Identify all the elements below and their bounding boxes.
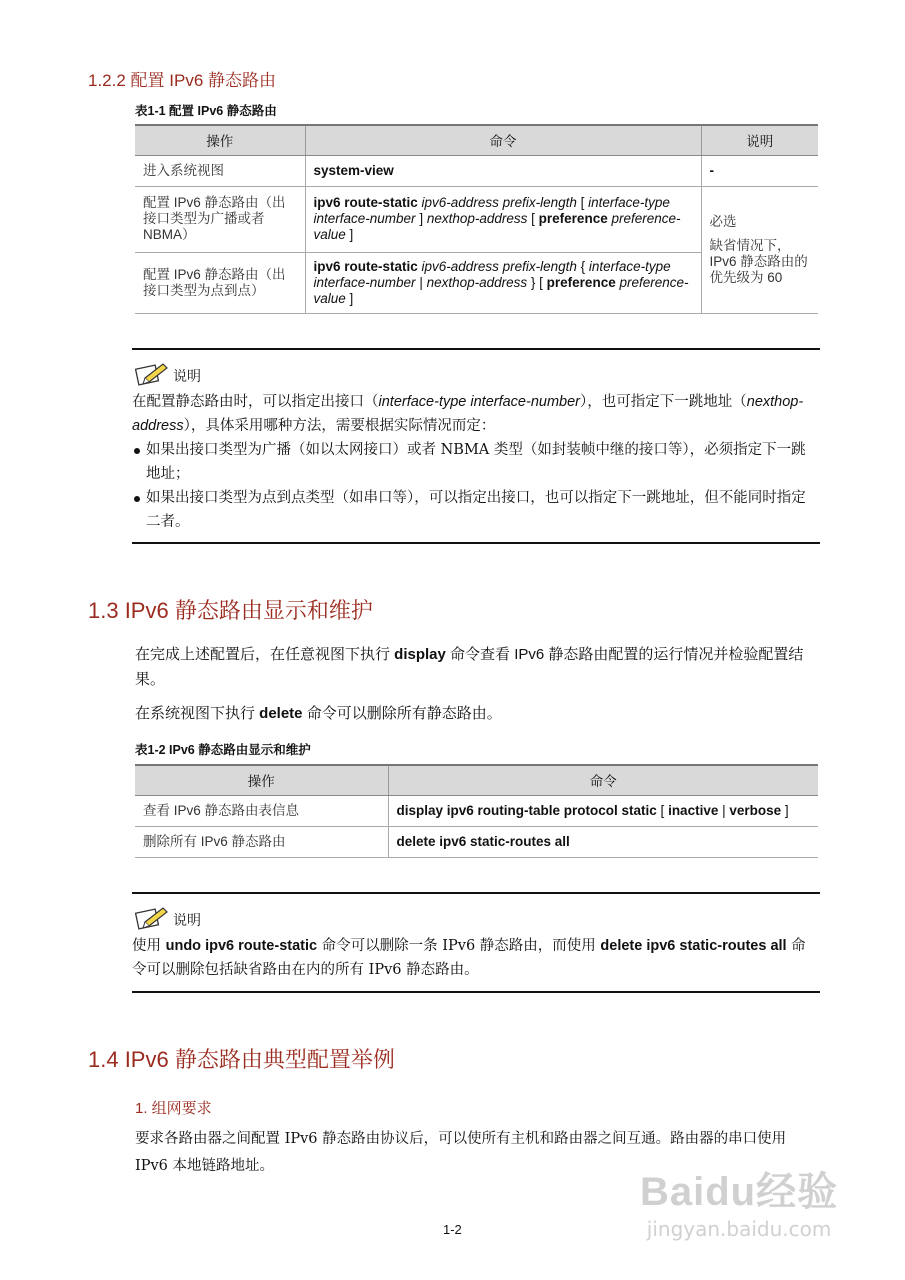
note-bullet: 如果出接口类型为点到点类型（如串口等），可以指定出接口，也可以指定下一跳地址，但不能同时指定二者。 <box>132 486 820 534</box>
note-text: 在配置静态路由时，可以指定出接口（interface-type interface-number），也可指定下一跳地址（nexthop-address），具体采用哪种方法，需要根据实际情况而定： <box>132 394 804 434</box>
paragraph: 在系统视图下执行 delete 命令可以删除所有静态路由。 <box>135 705 502 722</box>
table-row <box>135 186 818 252</box>
note-pencil-icon <box>135 906 169 930</box>
note-label: 说明 <box>173 368 201 384</box>
table-caption: 表1-2 IPv6 静态路由显示和维护 <box>135 743 311 757</box>
note-box <box>132 348 820 544</box>
display-table <box>135 764 818 858</box>
note-label: 说明 <box>173 912 201 928</box>
note-text: 使用 undo ipv6 route-static 命令可以删除一条 IPv6 静态路由，而使用 delete ipv6 static-routes all 命令可以删除包括缺省路由在内的所有 IPv6 静态路由。 <box>132 938 806 978</box>
note-box <box>132 892 820 993</box>
op-cell: 删除所有 IPv6 静态路由 <box>135 826 388 857</box>
header-cell: 命令 <box>305 125 701 155</box>
table-header-row <box>135 125 818 155</box>
config-table <box>135 124 818 314</box>
op-cell: 进入系统视图 <box>135 155 305 186</box>
table-row <box>135 826 818 857</box>
command-cell: ipv6 route-static ipv6-address prefix-length { interface-type interface-number | nexthop-address } [ preference preference-value ] <box>305 252 701 313</box>
table-row <box>135 795 818 826</box>
command-cell: ipv6 route-static ipv6-address prefix-length [ interface-type interface-number ] nexthop-address [ preference preference-value ] <box>305 186 701 252</box>
section-heading-1-2-2: 1.2.2 配置 IPv6 静态路由 <box>88 71 276 90</box>
paragraph: 要求各路由器之间配置 IPv6 静态路由协议后，可以使所有主机和路由器之间互通。路由器的串口使用 IPv6 本地链路地址。 <box>135 1131 787 1174</box>
note-bullet: 如果出接口类型为广播（如以太网接口）或者 NBMA 类型（如封装帧中继的接口等），必须指定下一跳地址； <box>132 438 820 486</box>
command-cell: system-view <box>313 162 394 178</box>
subheading: 1. 组网要求 <box>135 1100 212 1117</box>
desc-cell: - <box>709 162 714 178</box>
command-cell: display ipv6 routing-table protocol static [ inactive | verbose ] <box>388 795 818 826</box>
header-cell: 操作 <box>135 125 305 155</box>
header-cell: 操作 <box>135 765 388 795</box>
desc-cell: 必选 缺省情况下，IPv6 静态路由的优先级为 60 <box>701 186 818 313</box>
paragraph: 在完成上述配置后，在任意视图下执行 display 命令查看 IPv6 静态路由配置的运行情况并检验配置结果。 <box>135 646 804 688</box>
page-number: 1-2 <box>443 1222 462 1237</box>
baidu-watermark: Baidu经验 jingyan.baidu.com <box>640 1170 839 1241</box>
op-cell: 配置 IPv6 静态路由（出接口类型为广播或者 NBMA） <box>135 186 305 252</box>
table-row <box>135 155 818 186</box>
header-cell: 说明 <box>701 125 818 155</box>
header-cell: 命令 <box>388 765 818 795</box>
section-heading-1-3: 1.3 IPv6 静态路由显示和维护 <box>88 598 373 623</box>
note-pencil-icon <box>135 362 169 386</box>
table-header-row <box>135 765 818 795</box>
op-cell: 查看 IPv6 静态路由表信息 <box>135 795 388 826</box>
section-heading-1-4: 1.4 IPv6 静态路由典型配置举例 <box>88 1047 395 1072</box>
op-cell: 配置 IPv6 静态路由（出接口类型为点到点） <box>135 252 305 313</box>
table-caption: 表1-1 配置 IPv6 静态路由 <box>135 104 277 118</box>
command-cell: delete ipv6 static-routes all <box>388 826 818 857</box>
